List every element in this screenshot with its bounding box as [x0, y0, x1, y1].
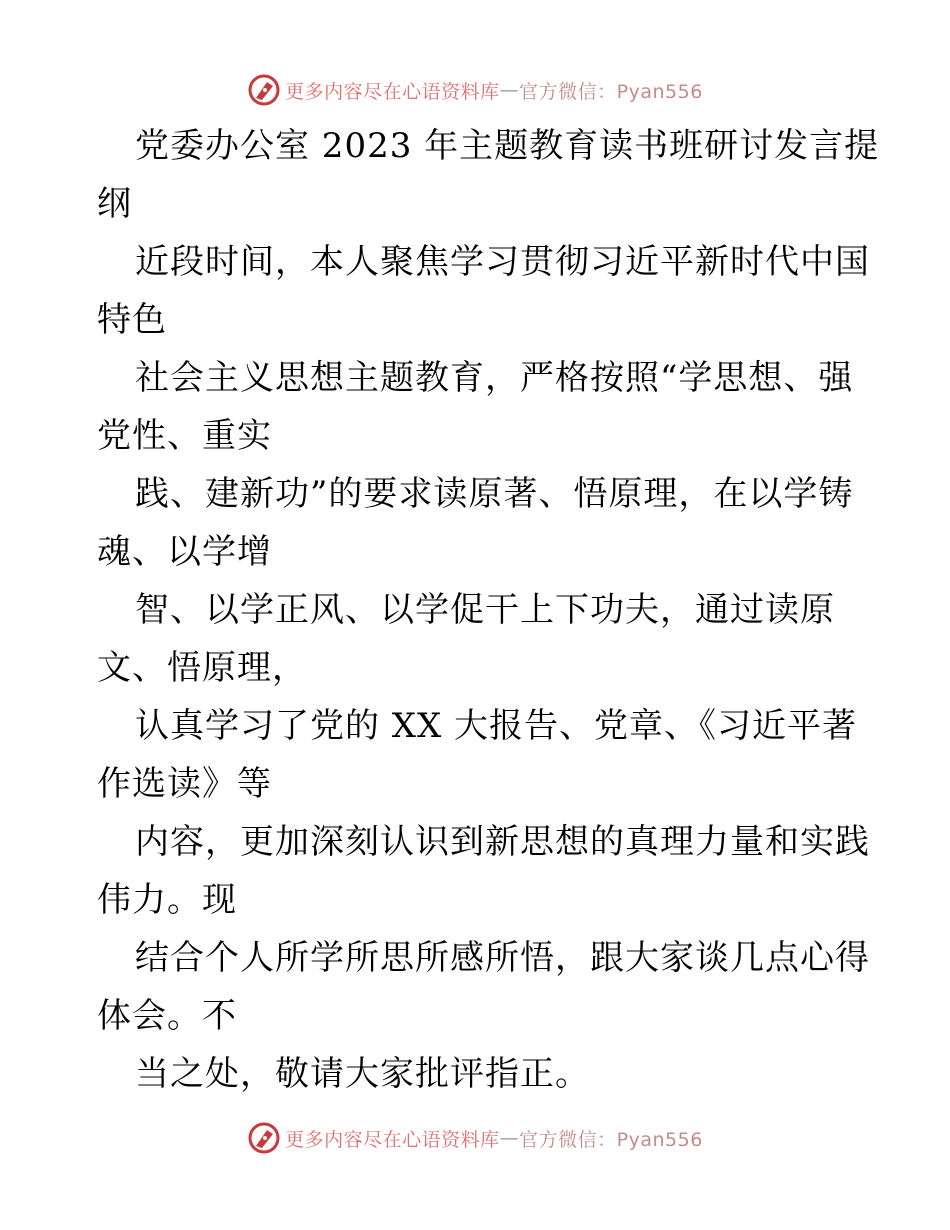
text-line: 近段时间，本人聚焦学习贯彻习近平新时代中国 [135, 242, 870, 282]
watermark-dash: — [499, 1127, 520, 1149]
watermark-dash: — [499, 79, 520, 101]
text-line: 内容，更加深刻认识到新思想的真理力量和实践 [135, 822, 870, 862]
text-line: 认真学习了党的 XX 大报告、党章、《习近平著 [135, 706, 858, 746]
text-line: 党性、重实 [97, 416, 272, 456]
text-line: 作选读》等 [97, 764, 272, 804]
text-line: 践、建新功”的要求读原著、悟原理，在以学铸 [135, 474, 854, 514]
text-line: 党委办公室 2023 年主题教育读书班研讨发言提 [135, 126, 880, 166]
text-line: 伟力。现 [97, 880, 237, 920]
footer-watermark [0, 1118, 950, 1158]
document-body [97, 117, 880, 1103]
watermark-main-text: 更多内容尽在心语资料库 [285, 1128, 500, 1151]
text-line: 当之处，敬请大家批评指正。 [135, 1054, 590, 1094]
text-line: 社会主义思想主题教育，严格按照“学思想、强 [135, 358, 854, 398]
watermark-main-text: 更多内容尽在心语资料库 [285, 80, 500, 103]
text-line: 智、以学正风、以学促干上下功夫，通过读原 [135, 590, 835, 630]
pen-nib-logo-icon [247, 73, 281, 107]
text-line: 魂、以学增 [97, 532, 272, 572]
text-line: 纲 [97, 184, 132, 224]
watermark-wechat-text: 官方微信：Pyan556 [519, 80, 703, 103]
text-line: 特色 [97, 300, 167, 340]
pen-nib-logo-icon [247, 1121, 281, 1155]
text-line: 文、悟原理， [97, 648, 307, 688]
watermark-wechat-text: 官方微信：Pyan556 [519, 1128, 703, 1151]
text-line: 体会。不 [97, 996, 237, 1036]
header-watermark [0, 70, 950, 110]
text-line: 结合个人所学所思所感所悟，跟大家谈几点心得 [135, 938, 870, 978]
